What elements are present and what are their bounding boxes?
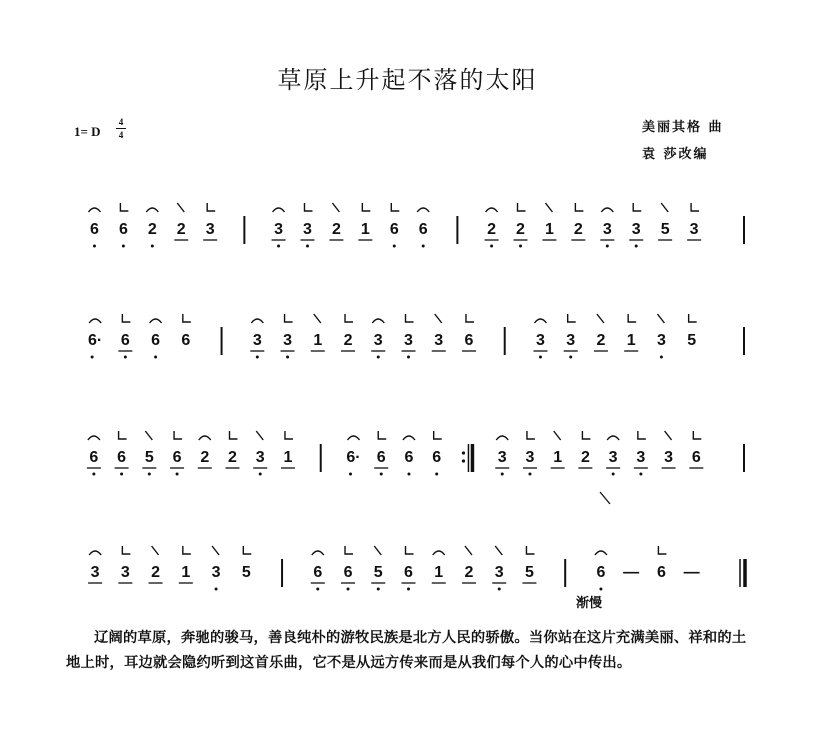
slur-mark	[403, 436, 415, 440]
slur-mark	[89, 551, 101, 555]
slur-mark	[534, 319, 546, 323]
slur-mark	[601, 208, 613, 212]
note: 3	[664, 449, 674, 466]
bow-mark-slash	[495, 546, 502, 555]
time-signature-bottom: 4	[118, 130, 124, 140]
low-octave-dot	[120, 473, 123, 476]
bow-mark-L	[568, 314, 576, 322]
note: 3	[535, 332, 545, 349]
bow-mark-slash	[657, 314, 664, 323]
note: 3	[434, 332, 444, 349]
note: 3	[636, 449, 646, 466]
bow-mark-L	[122, 546, 130, 554]
low-octave-dot	[407, 588, 410, 591]
bow-mark-L	[183, 546, 191, 554]
low-octave-dot	[215, 588, 218, 591]
note: 3	[525, 449, 535, 466]
note: 5	[373, 564, 383, 581]
note: 5	[687, 332, 697, 349]
low-octave-dot	[407, 356, 410, 359]
bow-mark-L	[693, 431, 701, 439]
note: 3	[608, 449, 618, 466]
bow-mark-slash	[374, 546, 381, 555]
bow-mark-L	[527, 431, 535, 439]
note: 1	[434, 564, 444, 581]
bow-mark-L	[243, 546, 251, 554]
bow-mark-slash	[435, 314, 442, 323]
low-octave-dot	[93, 245, 96, 248]
slur-mark	[433, 551, 445, 555]
note: 6	[89, 449, 99, 466]
bow-mark-L	[362, 203, 370, 211]
slur-mark	[312, 551, 324, 555]
note: 5	[144, 449, 154, 466]
note: 6	[691, 449, 701, 466]
note: 6	[596, 564, 606, 581]
bow-mark-slash	[545, 203, 552, 212]
note: 2	[464, 564, 474, 581]
bow-mark-slash	[665, 431, 672, 440]
slur-mark	[273, 208, 285, 212]
note: 3	[373, 332, 383, 349]
bow-mark-L	[434, 431, 442, 439]
low-octave-dot	[151, 245, 154, 248]
low-octave-dot	[501, 473, 504, 476]
low-octave-dot	[422, 245, 425, 248]
low-octave-dot	[316, 588, 319, 591]
bow-mark-slash	[465, 546, 472, 555]
page-title: 草原上升起不落的太阳	[277, 66, 538, 94]
bow-mark-L	[174, 431, 182, 439]
note: 3	[90, 564, 100, 581]
bow-mark-L	[406, 314, 414, 322]
note: 2	[331, 221, 341, 238]
slur-mark	[199, 436, 211, 440]
note: 3	[656, 332, 666, 349]
note: 3	[494, 564, 504, 581]
note: 2	[580, 449, 590, 466]
note: 1	[283, 449, 293, 466]
bow-mark-slash	[554, 431, 561, 440]
note: 2	[151, 564, 161, 581]
bow-mark-L	[183, 314, 191, 322]
slur-mark	[496, 436, 508, 440]
slur-mark	[146, 208, 158, 212]
bow-mark-L	[638, 431, 646, 439]
note: 2	[200, 449, 210, 466]
bow-mark-slash	[212, 546, 219, 555]
low-octave-dot	[122, 245, 125, 248]
low-octave-dot	[349, 473, 352, 476]
piece-description: 辽阔的草原，奔驰的骏马，善良纯朴的游牧民族是北方人民的骄傲。当你站在这片充满美丽、祥和的土地上时，耳边就会隐约听到这首乐曲，它不是从远方传来而是从我们每个人的心中传出。	[66, 630, 747, 671]
slur-mark	[372, 319, 384, 323]
low-octave-dot	[599, 588, 602, 591]
note: 2	[343, 332, 353, 349]
low-octave-dot	[377, 356, 380, 359]
low-octave-dot	[380, 473, 383, 476]
slur-mark	[595, 551, 607, 555]
slur-mark	[607, 436, 619, 440]
bow-mark-L	[378, 431, 386, 439]
bow-mark-slash	[256, 431, 263, 440]
bow-mark-slash	[152, 546, 159, 555]
low-octave-dot	[498, 588, 501, 591]
note: 6	[151, 332, 161, 349]
note: 6	[464, 332, 474, 349]
note: 2	[573, 221, 583, 238]
bow-mark-L	[466, 314, 474, 322]
note: 3	[274, 221, 284, 238]
note: 1	[544, 221, 554, 238]
note: 6·	[346, 449, 361, 466]
bow-mark-slash	[145, 431, 152, 440]
slur-mark	[417, 208, 429, 212]
note: 3	[404, 332, 413, 349]
low-octave-dot	[606, 245, 609, 248]
composer-credit: 美丽其格 曲	[642, 120, 724, 135]
note: 1	[626, 332, 636, 349]
note: 6	[418, 221, 428, 238]
note: 1	[553, 449, 563, 466]
bow-mark-L	[689, 314, 697, 322]
note: 3	[205, 221, 215, 238]
bow-mark-L	[122, 314, 130, 322]
note: 3	[283, 332, 293, 349]
low-octave-dot	[519, 245, 522, 248]
note: 6	[404, 449, 414, 466]
bow-mark-L	[120, 203, 128, 211]
bow-mark-L	[304, 203, 312, 211]
low-octave-dot	[377, 588, 380, 591]
dash-extension: —	[683, 564, 700, 581]
note: 5	[525, 564, 534, 581]
note: 3	[211, 564, 221, 581]
note: 6	[172, 449, 182, 466]
bow-mark-L	[119, 431, 127, 439]
low-octave-dot	[306, 245, 309, 248]
note: 3	[566, 332, 576, 349]
bow-mark-slash	[661, 203, 668, 212]
bow-mark-slash	[177, 203, 184, 212]
tempo-marking: 渐慢	[576, 596, 603, 611]
bow-mark-L	[345, 314, 353, 322]
low-octave-dot	[612, 473, 615, 476]
note: 5	[241, 564, 251, 581]
low-octave-dot	[148, 473, 151, 476]
bow-mark-L	[391, 203, 399, 211]
note: 1	[181, 564, 191, 581]
low-octave-dot	[347, 588, 350, 591]
slur-mark	[89, 319, 101, 323]
bow-mark-L	[285, 314, 293, 322]
bow-mark-L	[575, 203, 583, 211]
slur-mark	[150, 319, 162, 323]
low-octave-dot	[660, 356, 663, 359]
note: 6	[313, 564, 323, 581]
low-octave-dot	[92, 473, 95, 476]
note: 3	[303, 221, 312, 238]
dash-extension: —	[623, 564, 640, 581]
note: 6	[118, 221, 128, 238]
note: 6	[376, 449, 386, 466]
arranger-credit: 袁 莎改编	[642, 147, 709, 162]
low-octave-dot	[435, 473, 438, 476]
low-octave-dot	[176, 473, 179, 476]
slur-mark	[88, 436, 100, 440]
time-signature-top: 4	[118, 117, 124, 127]
stray-slash-mark	[600, 492, 610, 504]
bow-mark-L	[658, 546, 666, 554]
low-octave-dot	[277, 245, 280, 248]
low-octave-dot	[639, 473, 642, 476]
bow-mark-L	[406, 546, 414, 554]
note: 3	[255, 449, 265, 466]
low-octave-dot	[256, 356, 259, 359]
low-octave-dot	[569, 356, 572, 359]
bow-mark-L	[285, 431, 293, 439]
bow-mark-L	[526, 546, 534, 554]
note: 6·	[88, 332, 103, 349]
low-octave-dot	[539, 356, 542, 359]
low-octave-dot	[528, 473, 531, 476]
bow-mark-L	[345, 546, 353, 554]
bow-mark-slash	[332, 203, 339, 212]
low-octave-dot	[286, 356, 289, 359]
note: 2	[228, 449, 237, 466]
low-octave-dot	[407, 473, 410, 476]
low-octave-dot	[91, 356, 94, 359]
note: 6	[181, 332, 191, 349]
note: 3	[497, 449, 507, 466]
note: 5	[660, 221, 670, 238]
note: 6	[90, 221, 99, 238]
note: 6	[656, 564, 666, 581]
low-octave-dot	[393, 245, 396, 248]
note: 6	[343, 564, 353, 581]
note: 3	[689, 221, 699, 238]
note: 2	[596, 332, 606, 349]
note: 6	[389, 221, 399, 238]
note: 3	[602, 221, 612, 238]
note: 2	[516, 221, 525, 238]
low-octave-dot	[490, 245, 493, 248]
slur-mark	[486, 208, 498, 212]
bow-mark-L	[628, 314, 636, 322]
slur-mark	[88, 208, 100, 212]
note: 1	[313, 332, 323, 349]
bow-mark-slash	[597, 314, 604, 323]
note: 6	[120, 332, 130, 349]
low-octave-dot	[259, 473, 262, 476]
repeat-dot	[462, 459, 465, 462]
note: 3	[120, 564, 130, 581]
note: 3	[252, 332, 262, 349]
note: 6	[404, 564, 413, 581]
bow-mark-L	[230, 431, 238, 439]
bow-mark-L	[633, 203, 641, 211]
slur-mark	[251, 319, 263, 323]
key-signature: 1= D	[74, 124, 101, 139]
slur-mark	[348, 436, 360, 440]
note: 6	[432, 449, 442, 466]
low-octave-dot	[154, 356, 157, 359]
bow-mark-L	[518, 203, 526, 211]
note: 3	[631, 221, 641, 238]
bow-mark-L	[691, 203, 699, 211]
note: 2	[176, 221, 186, 238]
repeat-dot	[462, 451, 465, 454]
bow-mark-slash	[314, 314, 321, 323]
bow-mark-L	[207, 203, 215, 211]
note: 2	[487, 221, 497, 238]
note: 6	[117, 449, 127, 466]
low-octave-dot	[124, 356, 127, 359]
note: 2	[147, 221, 157, 238]
low-octave-dot	[635, 245, 638, 248]
note: 1	[360, 221, 370, 238]
bow-mark-L	[582, 431, 590, 439]
